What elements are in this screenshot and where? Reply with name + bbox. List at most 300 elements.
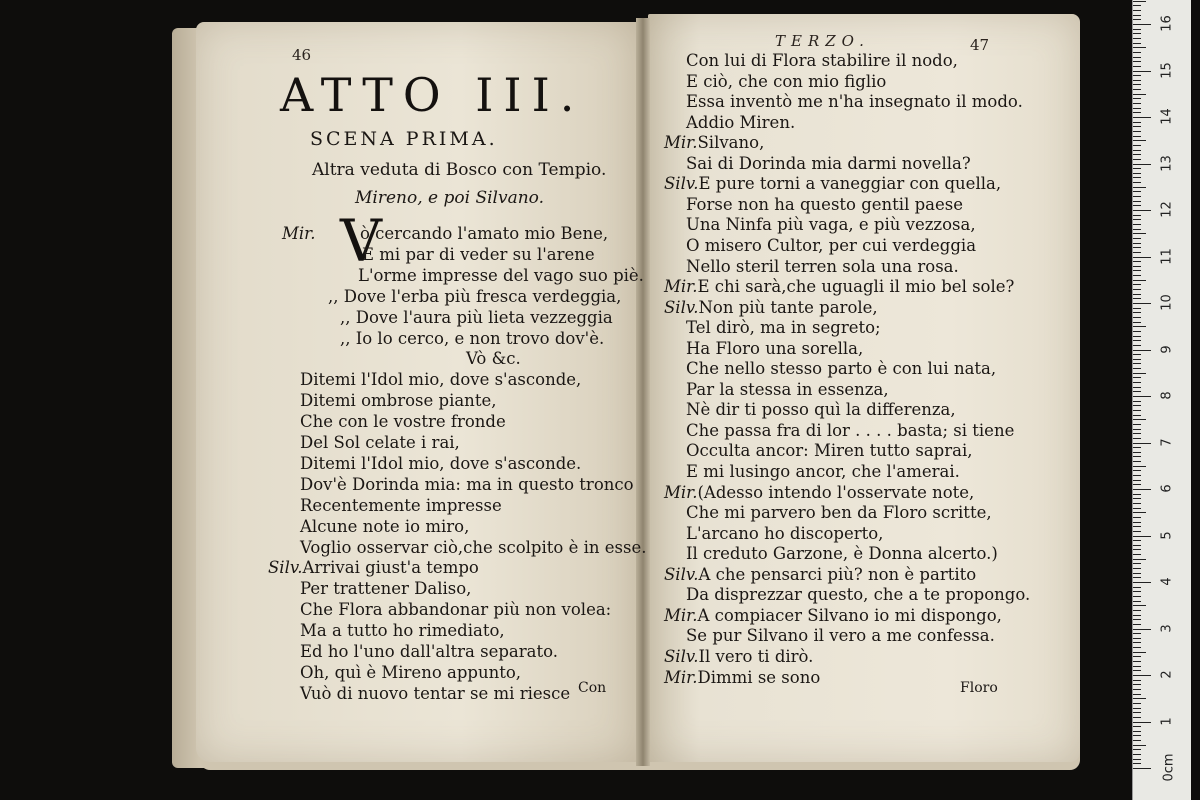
ruler-tick <box>1133 763 1141 764</box>
ruler-tick <box>1133 494 1141 495</box>
verse-text: Ed ho l'uno dall'altra separato. <box>300 642 558 661</box>
ruler-tick <box>1133 382 1141 383</box>
verse-text: Nello steril terren sola una rosa. <box>686 256 959 276</box>
verse-text: Che mi parvero ben da Floro scritte, <box>686 503 992 523</box>
ruler-tick <box>1133 94 1146 95</box>
ruler-tick <box>1133 559 1146 560</box>
text-line <box>300 432 460 453</box>
ruler-tick <box>1133 89 1141 90</box>
ruler-tick <box>1133 577 1141 578</box>
verse-text: Oh, quì è Mireno appunto, <box>300 662 522 682</box>
ruler-number: 7 <box>1159 437 1175 447</box>
text-line <box>664 297 878 318</box>
ruler-tick <box>1133 568 1141 569</box>
ruler-tick <box>1133 549 1141 550</box>
text-line <box>686 625 995 646</box>
speaker-name: Silv. <box>664 297 699 317</box>
verse-text: A compiacer Silvano io mi dispongo, <box>697 605 1002 625</box>
ruler-tick <box>1133 498 1141 499</box>
ruler-tick <box>1133 303 1151 304</box>
ruler-tick <box>1133 647 1141 648</box>
verse-text: Sai di Dorinda mia darmi novella? <box>686 153 971 173</box>
ruler-tick <box>1133 19 1141 20</box>
ruler-tick <box>1133 517 1141 518</box>
ruler-tick <box>1133 112 1141 113</box>
ruler-tick <box>1133 261 1141 262</box>
ruler-tick <box>1133 238 1141 239</box>
ruler-tick <box>1133 768 1151 769</box>
ruler-number: 11 <box>1159 247 1175 265</box>
verse-text: Tel dirò, ma in segreto; <box>686 318 881 338</box>
ruler-tick <box>1133 340 1141 341</box>
ruler-tick <box>1133 257 1151 258</box>
ruler-tick <box>1133 275 1141 276</box>
ruler-tick <box>1133 708 1141 709</box>
text-line <box>300 578 471 599</box>
text-line <box>686 235 976 256</box>
left-page-number: 46 <box>292 46 312 64</box>
ruler-tick <box>1133 29 1141 30</box>
verse-text: Ha Floro una sorella, <box>686 338 864 358</box>
ruler-tick <box>1133 122 1141 123</box>
ruler-tick <box>1133 140 1146 141</box>
verse-text: Silvano, <box>697 133 765 153</box>
ruler-tick <box>1133 587 1141 588</box>
ruler-tick <box>1133 317 1141 318</box>
ruler-tick <box>1133 629 1151 630</box>
ruler-tick <box>1133 503 1141 504</box>
ruler-tick <box>1133 373 1146 374</box>
text-line <box>686 379 889 400</box>
scene-setting: Altra veduta di Bosco con Tempio. <box>312 160 607 180</box>
text-line <box>686 502 992 523</box>
ruler-tick <box>1133 536 1151 537</box>
ruler-tick <box>1133 5 1141 6</box>
ruler-tick <box>1133 368 1141 369</box>
ruler-number: 9 <box>1159 344 1175 354</box>
ruler-tick <box>1133 731 1141 732</box>
text-line <box>300 474 634 495</box>
ruler-tick <box>1133 224 1141 225</box>
verse-text: E mi lusingo ancor, che l'amerai. <box>686 462 960 481</box>
ruler-tick <box>1133 201 1141 202</box>
ruler-tick <box>1133 508 1141 509</box>
ruler-number: 8 <box>1159 391 1175 400</box>
speaker-name: Silv. <box>664 174 699 194</box>
speaker-name: Mir. <box>282 224 316 243</box>
ruler-tick <box>1133 531 1141 532</box>
ruler-number: 4 <box>1159 577 1175 586</box>
ruler-tick <box>1133 419 1146 420</box>
verse-text: E mi par di veder su l'arene <box>362 244 595 264</box>
ruler-tick <box>1133 98 1141 99</box>
text-line <box>300 599 611 620</box>
text-line <box>664 605 1002 626</box>
text-line <box>664 482 974 503</box>
ruler-tick <box>1133 350 1151 351</box>
ruler-tick <box>1133 15 1141 16</box>
ruler-tick <box>1133 308 1141 309</box>
ruler-tick <box>1133 52 1141 53</box>
text-line <box>664 646 813 667</box>
text-line <box>686 71 886 92</box>
ruler-tick <box>1133 354 1141 355</box>
verse-text: A che pensarci più? non è partito <box>698 564 977 584</box>
text-line <box>664 276 1014 297</box>
ruler-number: 13 <box>1159 154 1175 172</box>
verse-text: Da disprezzar questo, che a te propongo. <box>686 585 1031 605</box>
ruler-tick <box>1133 624 1141 625</box>
text-line <box>686 50 958 71</box>
ruler-tick <box>1133 280 1146 281</box>
ruler-tick <box>1133 554 1141 555</box>
ruler-tick <box>1133 480 1141 481</box>
verse-text: Se pur Silvano il vero a me confessa. <box>686 626 995 646</box>
ruler-tick <box>1133 563 1141 564</box>
ruler-tick <box>1133 359 1141 360</box>
text-line <box>300 537 646 558</box>
ruler-tick <box>1133 456 1141 457</box>
ruler-tick <box>1133 443 1151 444</box>
verse-text: L'arcano ho discoperto, <box>686 523 884 543</box>
ruler-unit-label: 0cm <box>1161 753 1177 782</box>
text-line <box>686 338 863 359</box>
verse-text: Forse non ha questo gentil paese <box>686 194 963 214</box>
ruler-tick <box>1133 377 1141 378</box>
text-line <box>466 348 521 369</box>
ruler-tick <box>1133 159 1141 160</box>
ruler-tick <box>1133 326 1146 327</box>
ruler-tick <box>1133 243 1141 244</box>
ruler-tick <box>1133 252 1141 253</box>
text-line <box>686 358 996 379</box>
ruler-tick <box>1133 33 1141 34</box>
ruler-tick <box>1133 182 1141 183</box>
ruler-number: 1 <box>1159 716 1175 726</box>
ruler-tick <box>1133 610 1141 611</box>
verse-text: ò cercando l'amato mio Bene, <box>360 224 609 243</box>
ruler-tick <box>1133 75 1141 76</box>
ruler-tick <box>1133 233 1146 234</box>
text-line <box>686 523 883 544</box>
text-line <box>664 564 976 585</box>
right-page-number: 47 <box>970 36 990 54</box>
ruler-tick <box>1133 150 1141 151</box>
ruler-tick <box>1133 154 1141 155</box>
ruler-tick <box>1133 66 1141 67</box>
verse-text: ,, Dove l'aura più lieta vezzeggia <box>340 307 613 327</box>
ruler-tick <box>1133 38 1141 39</box>
scene-heading: SCENA PRIMA. <box>310 128 498 150</box>
ruler-tick <box>1133 689 1141 690</box>
right-catchword: Floro <box>960 680 998 696</box>
text-line <box>686 153 971 174</box>
ruler-tick <box>1133 298 1141 299</box>
verse-text: Essa inventò me n'ha insegnato il modo. <box>686 92 1023 112</box>
text-line <box>686 543 998 564</box>
ruler-tick <box>1133 633 1141 634</box>
text-line <box>686 399 956 420</box>
verse-text: Arrivai giust'a tempo <box>302 558 479 578</box>
ruler-tick <box>1133 642 1141 643</box>
ruler-tick <box>1133 145 1141 146</box>
text-line <box>300 453 581 474</box>
ruler-tick <box>1133 619 1141 620</box>
text-line <box>300 516 469 537</box>
ruler-tick <box>1133 452 1141 453</box>
verse-text: Non più tante parole, <box>698 297 878 317</box>
ruler-tick <box>1133 10 1141 11</box>
ruler-tick <box>1133 405 1141 406</box>
ruler-tick <box>1133 289 1141 290</box>
verse-text: Dimmi se sono <box>697 667 821 687</box>
ruler-tick <box>1133 475 1141 476</box>
ruler-tick <box>1133 47 1146 48</box>
verse-text: Ma a tutto ho rimediato, <box>300 621 505 641</box>
verse-text: Dov'è Dorinda mia: ma in questo tronco <box>300 474 634 494</box>
speaker-name: Mir. <box>664 605 698 625</box>
verse-text: Ditemi l'Idol mio, dove s'asconde. <box>300 453 582 473</box>
ruler-tick <box>1133 712 1141 713</box>
ruler-tick <box>1133 591 1141 592</box>
text-line <box>686 317 881 338</box>
ruler-tick <box>1133 396 1151 397</box>
ruler-tick <box>1133 270 1141 271</box>
ruler-tick <box>1133 489 1151 490</box>
text-line <box>300 620 505 641</box>
text-line <box>686 194 963 215</box>
ruler-tick <box>1133 61 1141 62</box>
ruler-tick <box>1133 596 1141 597</box>
ruler-number: 3 <box>1159 623 1175 633</box>
verse-text: Alcune note io miro, <box>300 516 470 536</box>
ruler-number: 6 <box>1159 484 1175 493</box>
ruler-tick <box>1133 284 1141 285</box>
verse-text: Che con le vostre fronde <box>300 412 506 432</box>
verse-text: Ditemi ombrose piante, <box>300 391 497 411</box>
verse-text: Che nello stesso parto è con lui nata, <box>686 359 997 379</box>
text-line <box>358 265 644 286</box>
verse-text: Per trattener Daliso, <box>300 579 472 599</box>
verse-text: Recentemente impresse <box>300 495 502 515</box>
ruler-tick <box>1133 722 1151 723</box>
ruler-tick <box>1133 638 1141 639</box>
speaker-name: Mir. <box>664 133 698 153</box>
text-line <box>686 112 795 133</box>
text-line <box>686 256 959 277</box>
ruler-tick <box>1133 247 1141 248</box>
ruler-tick <box>1133 484 1141 485</box>
speaker-name: Silv. <box>664 564 699 584</box>
ruler-number: 12 <box>1159 201 1175 218</box>
ruler-tick <box>1133 680 1141 681</box>
verse-text: E ciò, che con mio figlio <box>686 71 887 91</box>
ruler-tick <box>1133 108 1141 109</box>
ruler-tick <box>1133 447 1141 448</box>
ruler-tick <box>1133 540 1141 541</box>
measuring-ruler <box>1132 0 1191 800</box>
ruler-tick <box>1133 331 1141 332</box>
text-line <box>686 461 960 482</box>
text-line <box>686 440 972 461</box>
ruler-tick <box>1133 438 1141 439</box>
ruler-tick <box>1133 522 1141 523</box>
ruler-tick <box>1133 466 1146 467</box>
text-line <box>664 173 1001 194</box>
text-line <box>686 214 976 235</box>
ruler-tick <box>1133 684 1141 685</box>
ruler-tick <box>1133 80 1141 81</box>
ruler-tick <box>1133 391 1141 392</box>
verse-text: E chi sarà,che uguagli il mio bel sole? <box>697 277 1015 297</box>
ruler-tick <box>1133 615 1141 616</box>
ruler-tick <box>1133 24 1151 25</box>
ruler-tick <box>1133 205 1141 206</box>
ruler-tick <box>1133 759 1141 760</box>
ruler-number: 14 <box>1159 108 1175 125</box>
verse-text: Occulta ancor: Miren tutto saprai, <box>686 441 973 461</box>
drop-cap: V <box>340 207 382 275</box>
ruler-tick <box>1133 363 1141 364</box>
ruler-tick <box>1133 745 1146 746</box>
verse-text: ,, Dove l'erba più fresca verdeggia, <box>328 286 622 306</box>
verse-text: Par la stessa in essenza, <box>686 379 889 399</box>
ruler-tick <box>1133 131 1141 132</box>
verse-text: Addio Miren. <box>686 112 796 132</box>
ruler-tick <box>1133 136 1141 137</box>
verse-text: Con lui di Flora stabilire il nodo, <box>686 51 958 70</box>
left-catchword: Con <box>578 680 607 696</box>
verse-text: Vò &c. <box>466 349 521 369</box>
ruler-tick <box>1133 652 1146 653</box>
ruler-tick <box>1133 117 1151 118</box>
ruler-tick <box>1133 735 1141 736</box>
ruler-tick <box>1133 294 1141 295</box>
ruler-tick <box>1133 526 1141 527</box>
verse-text: Il vero ti dirò. <box>698 646 814 666</box>
ruler-number: 16 <box>1159 15 1175 32</box>
text-line <box>300 390 496 411</box>
speaker-name: Silv. <box>268 558 303 578</box>
verse-text: O misero Cultor, per cui verdeggia <box>686 235 977 255</box>
text-line <box>664 132 764 153</box>
text-line <box>686 584 1030 605</box>
verse-text: Ditemi l'Idol mio, dove s'asconde, <box>300 370 582 390</box>
ruler-tick <box>1133 656 1141 657</box>
ruler-tick <box>1133 266 1141 267</box>
text-line <box>268 557 479 578</box>
ruler-tick <box>1133 168 1141 169</box>
ruler-tick <box>1133 387 1141 388</box>
verse-text: Che Flora abbandonar più non volea: <box>300 600 612 620</box>
ruler-tick <box>1133 573 1141 574</box>
text-line <box>300 495 502 516</box>
text-line <box>300 369 581 390</box>
ruler-tick <box>1133 229 1141 230</box>
ruler-tick <box>1133 57 1141 58</box>
ruler-tick <box>1133 740 1141 741</box>
ruler-tick <box>1133 470 1141 471</box>
ruler-tick <box>1133 433 1141 434</box>
ruler-tick <box>1133 698 1146 699</box>
ruler-tick <box>1133 336 1141 337</box>
ruler-tick <box>1133 345 1141 346</box>
text-line <box>664 667 820 688</box>
ruler-tick <box>1133 177 1141 178</box>
ruler-tick <box>1133 410 1141 411</box>
verse-text: ,, Io lo cerco, e non trovo dov'è. <box>340 328 605 348</box>
running-head: TERZO. <box>775 32 870 50</box>
ruler-tick <box>1133 717 1141 718</box>
text-line <box>686 91 1023 112</box>
ruler-tick <box>1133 322 1141 323</box>
ruler-tick <box>1133 191 1141 192</box>
speaker-name: Mir. <box>664 277 698 297</box>
ruler-tick <box>1133 71 1151 72</box>
ruler-tick <box>1133 312 1141 313</box>
ruler-tick <box>1133 749 1141 750</box>
text-line <box>300 641 558 662</box>
verse-text: Voglio osservar ciò,che scolpito è in esse. <box>300 537 647 557</box>
ruler-tick <box>1133 187 1146 188</box>
ruler-tick <box>1133 401 1141 402</box>
ruler-tick <box>1133 43 1141 44</box>
ruler-tick <box>1133 173 1141 174</box>
ruler-tick <box>1133 424 1141 425</box>
ruler-tick <box>1133 666 1141 667</box>
text-line <box>686 420 1014 441</box>
verse-text: Una Ninfa più vaga, e più vezzosa, <box>686 215 976 235</box>
book-gutter <box>636 18 650 766</box>
ruler-number: 15 <box>1159 61 1175 79</box>
ruler-tick <box>1133 1 1146 2</box>
verse-text: E pure torni a vaneggiar con quella, <box>698 174 1002 194</box>
ruler-tick <box>1133 703 1141 704</box>
ruler-tick <box>1133 512 1146 513</box>
verse-text: Nè dir ti posso quì la differenza, <box>686 400 956 420</box>
verse-text: (Adesso intendo l'osservate note, <box>697 482 975 502</box>
text-line <box>300 662 521 683</box>
text-line <box>282 223 609 244</box>
verse-text: Vuò di nuovo tentar se mi riesce <box>300 683 571 703</box>
text-line <box>362 244 595 265</box>
ruler-number: 2 <box>1159 670 1175 679</box>
ruler-number: 5 <box>1159 530 1175 540</box>
text-line <box>300 683 570 704</box>
ruler-tick <box>1133 415 1141 416</box>
ruler-tick <box>1133 545 1141 546</box>
scene-characters: Mireno, e poi Silvano. <box>355 188 544 208</box>
text-line <box>328 286 621 307</box>
ruler-tick <box>1133 84 1141 85</box>
ruler-tick <box>1133 675 1151 676</box>
act-title: ATTO III. <box>280 68 585 122</box>
ruler-tick <box>1133 601 1141 602</box>
text-line <box>300 411 506 432</box>
ruler-tick <box>1133 670 1141 671</box>
ruler-tick <box>1133 164 1151 165</box>
text-line <box>340 307 613 328</box>
speaker-name: Mir. <box>664 667 698 687</box>
ruler-tick <box>1133 103 1141 104</box>
speaker-name: Silv. <box>664 646 699 666</box>
verse-text: Del Sol celate i rai, <box>300 433 460 452</box>
text-line <box>340 328 604 349</box>
ruler-tick <box>1133 429 1141 430</box>
ruler-tick <box>1133 754 1141 755</box>
ruler-tick <box>1133 605 1146 606</box>
ruler-tick <box>1133 726 1141 727</box>
